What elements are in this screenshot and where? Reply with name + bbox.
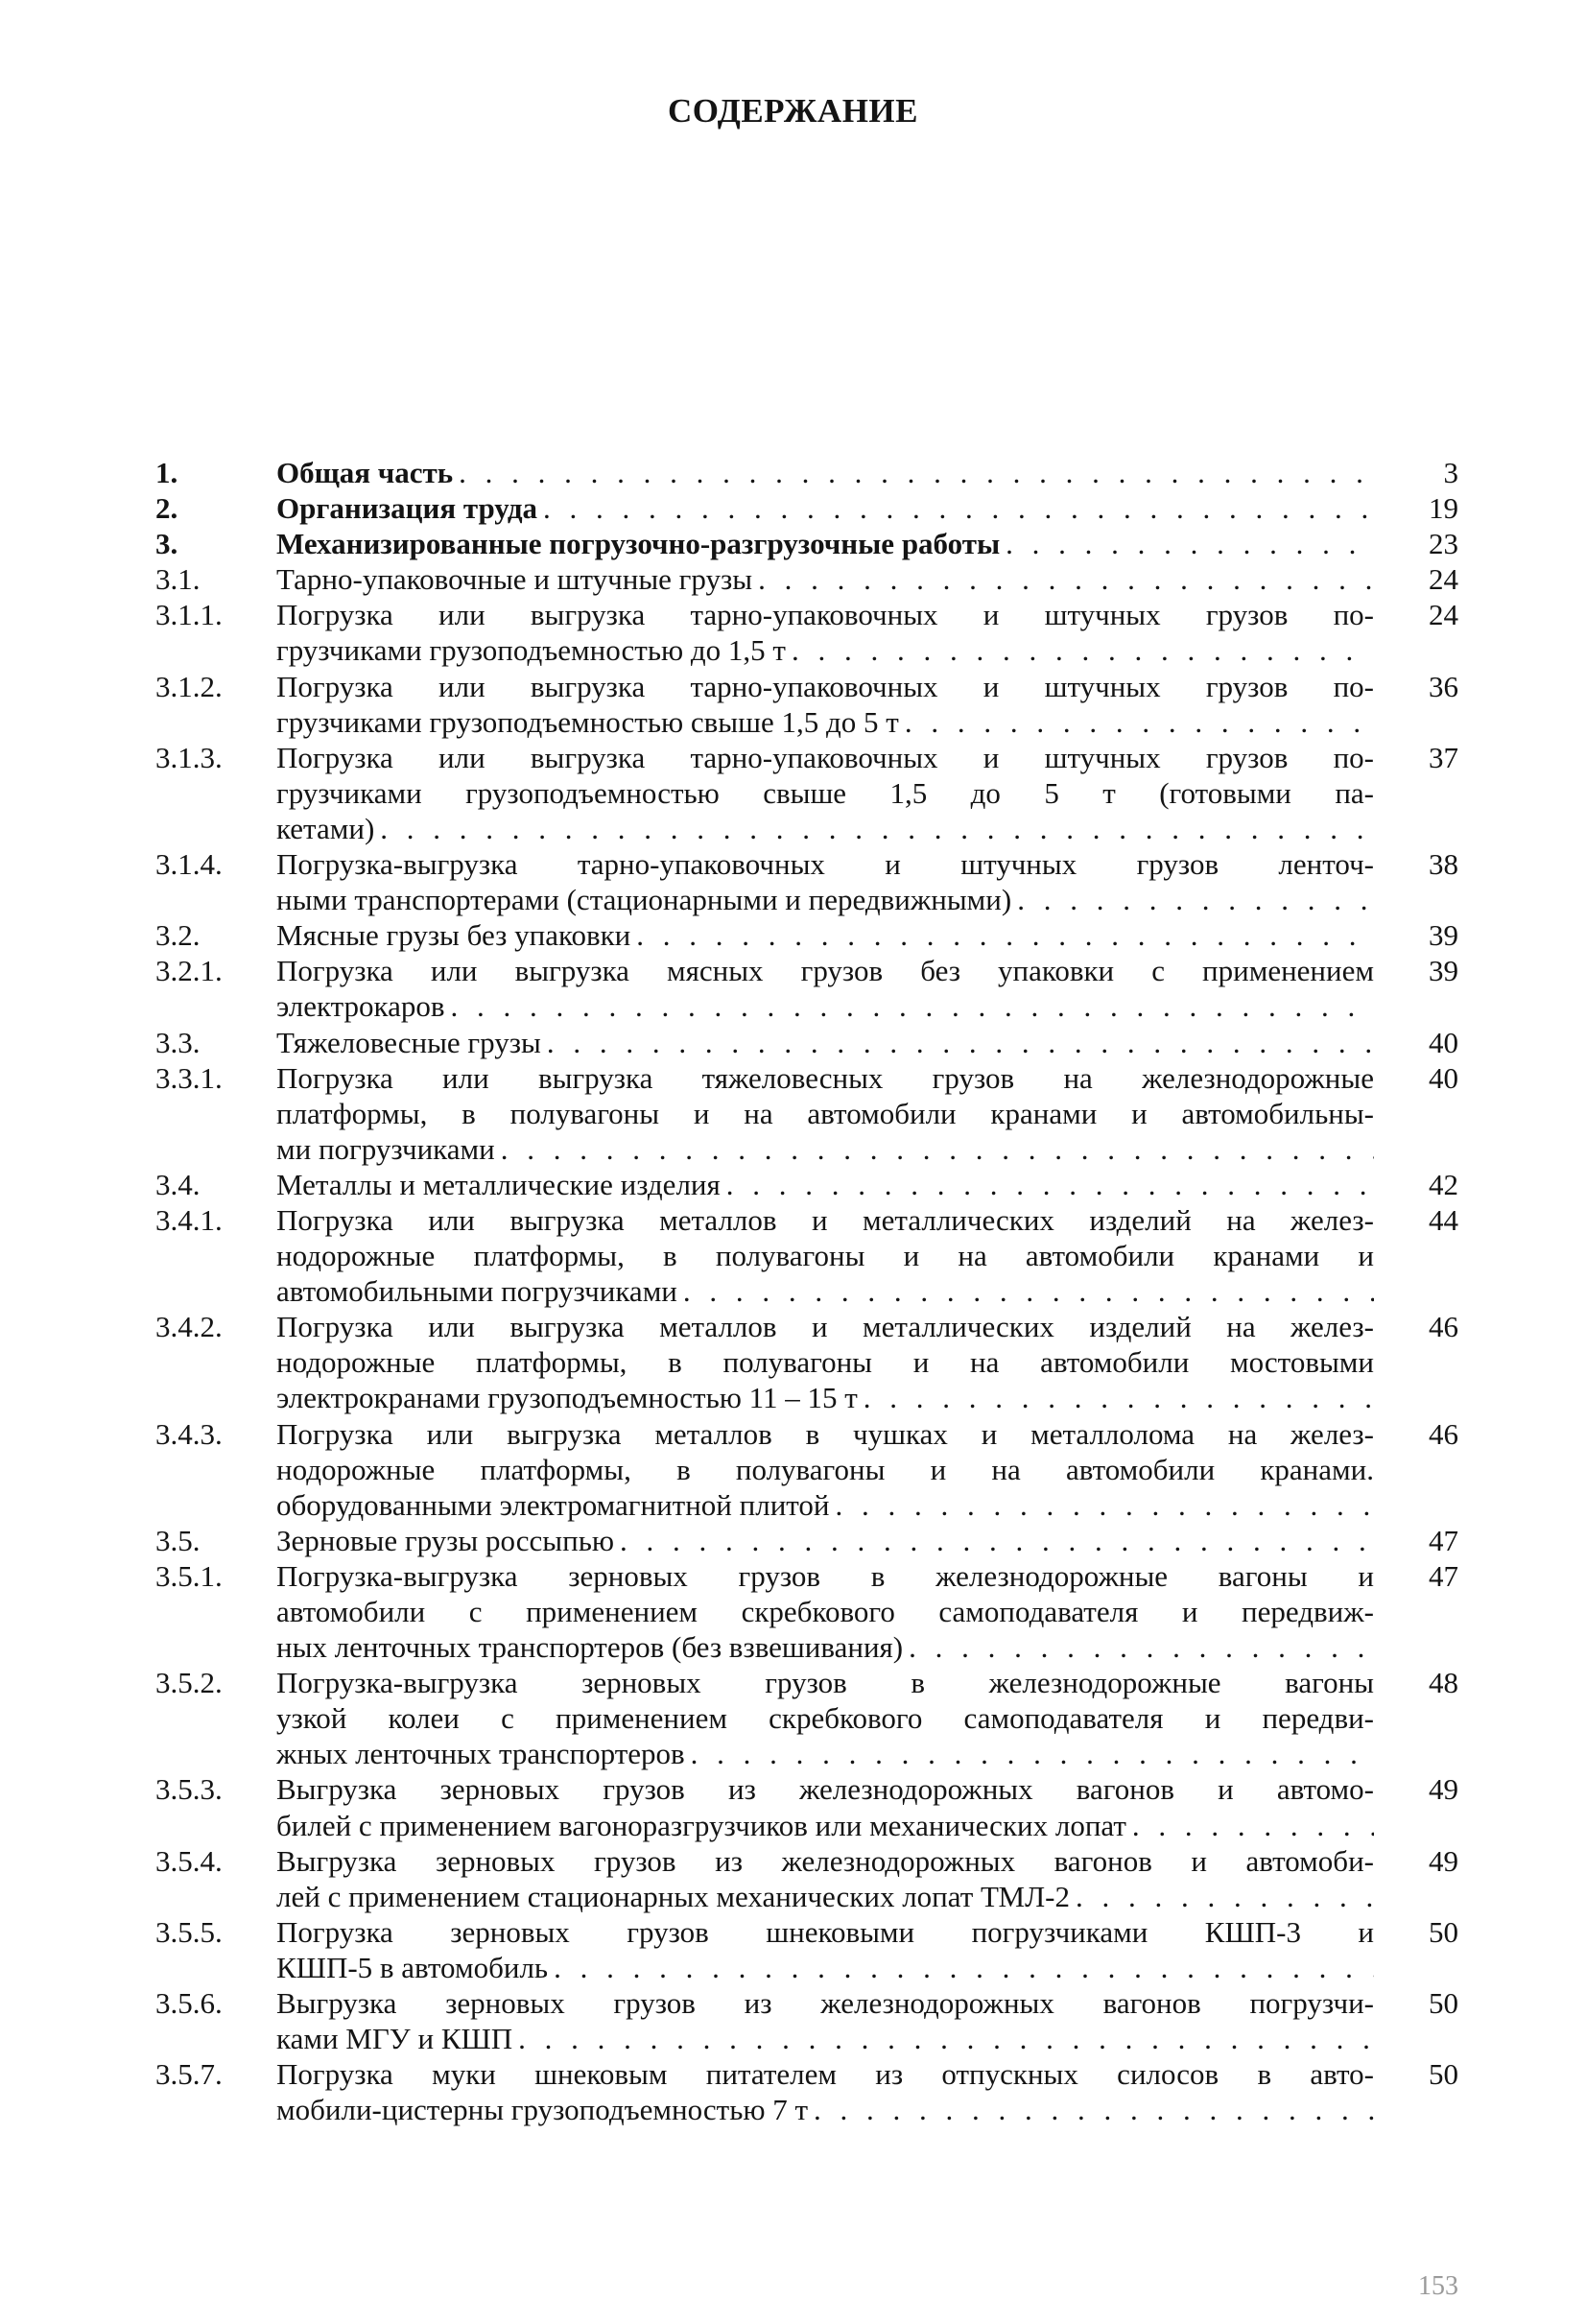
toc-entry-text xyxy=(276,1416,1374,1523)
toc-entry-line: ми погрузчиками xyxy=(276,1131,495,1166)
dot-leader xyxy=(1076,1879,1374,1914)
toc-entry-line: Погрузка-выгрузка тарно-упаковочных и штучных грузов ленточ- xyxy=(276,847,1374,882)
toc-entry xyxy=(155,490,1458,526)
dot-leader xyxy=(909,1629,1374,1665)
toc-entry xyxy=(155,917,1458,953)
toc-entry-number: 3.3.1. xyxy=(155,1060,223,1095)
toc-entry-page: 36 xyxy=(1429,669,1458,703)
toc-entry-text xyxy=(276,740,1374,846)
toc-entry-line: автомобили с применением скребкового самоподавателя и передвиж- xyxy=(276,1595,1374,1628)
toc-entry-line: кетами) xyxy=(276,811,375,845)
toc-entry xyxy=(155,740,1458,846)
toc-entry-line: ками МГУ и КШП xyxy=(276,2022,513,2056)
toc-entry-page: 44 xyxy=(1429,1202,1458,1237)
toc-entry-line: Погрузка или выгрузка металлов и металлических изделий на желез- xyxy=(276,1202,1374,1237)
toc-entry-line: Погрузка зерновых грузов шнековыми погрузчиками КШП-3 и xyxy=(276,1914,1374,1949)
toc-entry xyxy=(155,597,1458,668)
toc-entry-text xyxy=(276,490,1374,526)
table-of-contents xyxy=(155,455,1458,2127)
toc-entry-page: 47 xyxy=(1429,1523,1458,1557)
toc-entry-text xyxy=(276,561,1374,597)
toc-entry-line: ными транспортерами (стационарными и передвижными) xyxy=(276,883,1012,917)
dot-leader xyxy=(683,1273,1374,1309)
toc-entry-line: Погрузка-выгрузка зерновых грузов в железнодорожные вагоны и xyxy=(276,1558,1374,1593)
toc-entry-line: платформы, в полувагоны и на автомобили кранами и автомобильны- xyxy=(276,1096,1374,1130)
toc-entry-page: 50 xyxy=(1429,2057,1458,2092)
toc-entry-line: ных ленточных транспортеров (без взвешивания) xyxy=(276,1630,904,1665)
toc-entry-number: 1. xyxy=(155,456,178,489)
toc-entry-line: Организация труда xyxy=(276,491,538,526)
toc-entry xyxy=(155,1665,1458,1771)
toc-entry xyxy=(155,1914,1458,1985)
page-title: СОДЕРЖАНИЕ xyxy=(667,92,918,130)
toc-entry-page: 39 xyxy=(1429,954,1458,988)
toc-entry xyxy=(155,1843,1458,1914)
toc-entry-text xyxy=(276,1523,1374,1558)
toc-entry-line: Выгрузка зерновых грузов из железнодорожных вагонов и автомо- xyxy=(276,1772,1374,1807)
dot-leader xyxy=(636,917,1374,953)
toc-entry-number: 3.5.6. xyxy=(155,1986,223,2021)
toc-entry-line: Тарно-упаковочные и штучные грузы xyxy=(276,562,753,597)
toc-entry-line: Механизированные погрузочно-разгрузочные работы xyxy=(276,527,1001,561)
toc-entry-page: 42 xyxy=(1429,1167,1458,1201)
toc-entry-page: 40 xyxy=(1429,1060,1458,1095)
dot-leader xyxy=(518,2021,1374,2056)
toc-entry xyxy=(155,1416,1458,1523)
toc-entry-text xyxy=(276,1843,1374,1914)
toc-entry-line: Металлы и металлические изделия xyxy=(276,1167,721,1201)
toc-entry xyxy=(155,1060,1458,1167)
toc-entry-line: грузчиками грузоподъемностью свыше 1,5 до 5 т xyxy=(276,704,899,739)
toc-entry-line: Погрузка или выгрузка тарно-упаковочных и штучных грузов по- xyxy=(276,669,1374,703)
toc-entry-text xyxy=(276,1914,1374,1985)
dot-leader xyxy=(691,1736,1374,1771)
toc-entry-page: 47 xyxy=(1429,1558,1458,1593)
dot-leader xyxy=(620,1523,1374,1558)
toc-entry xyxy=(155,669,1458,740)
toc-entry-line: Погрузка или выгрузка тяжеловесных грузов на железнодорожные xyxy=(276,1060,1374,1095)
toc-entry xyxy=(155,846,1458,917)
toc-entry xyxy=(155,1523,1458,1558)
toc-entry-line: нодорожные платформы, в полувагоны и на автомобили кранами. xyxy=(276,1452,1374,1486)
toc-entry xyxy=(155,561,1458,597)
toc-entry-text xyxy=(276,1771,1374,1842)
dot-leader xyxy=(864,1380,1374,1415)
dot-leader xyxy=(554,1950,1374,1985)
toc-entry-number: 3.3. xyxy=(155,1025,201,1059)
dot-leader xyxy=(547,1025,1374,1060)
dot-leader xyxy=(459,455,1374,490)
toc-entry-page: 50 xyxy=(1429,1914,1458,1949)
toc-entry-number: 3.5.4. xyxy=(155,1843,223,1878)
dot-leader xyxy=(814,2092,1374,2127)
dot-leader xyxy=(380,811,1374,846)
toc-entry-line: лей с применением стационарных механических лопат ТМЛ-2 xyxy=(276,1879,1070,1913)
toc-entry-number: 3.1.4. xyxy=(155,847,223,882)
toc-entry-text xyxy=(276,1167,1374,1202)
dot-leader xyxy=(543,490,1374,526)
dot-leader xyxy=(1132,1808,1374,1843)
dot-leader xyxy=(758,561,1374,597)
toc-entry-text xyxy=(276,1558,1374,1665)
toc-entry-page: 3 xyxy=(1443,456,1458,489)
toc-entry-number: 3.4.3. xyxy=(155,1416,223,1451)
toc-entry-page: 37 xyxy=(1429,740,1458,774)
toc-entry-line: Погрузка-выгрузка зерновых грузов в железнодорожные вагоны xyxy=(276,1666,1374,1700)
toc-entry-number: 3.5.2. xyxy=(155,1666,223,1700)
toc-entry-line: Погрузка или выгрузка тарно-упаковочных и штучных грузов по- xyxy=(276,740,1374,774)
toc-entry-text xyxy=(276,669,1374,740)
toc-entry-line: Выгрузка зерновых грузов из железнодорожных вагонов и автомоби- xyxy=(276,1843,1374,1878)
toc-entry-line: нодорожные платформы, в полувагоны и на автомобили кранами и xyxy=(276,1239,1374,1273)
toc-entry-number: 3.2.1. xyxy=(155,954,223,988)
toc-entry xyxy=(155,526,1458,561)
toc-entry-number: 3.4.2. xyxy=(155,1310,223,1344)
toc-entry xyxy=(155,455,1458,490)
toc-entry xyxy=(155,1309,1458,1415)
toc-entry-number: 3.5.5. xyxy=(155,1914,223,1949)
toc-entry-number: 3.2. xyxy=(155,918,201,953)
toc-entry-page: 19 xyxy=(1429,491,1458,526)
toc-entry-line: Зерновые грузы россыпью xyxy=(276,1523,614,1557)
toc-entry-text xyxy=(276,917,1374,953)
toc-entry-line: грузчиками грузоподъемностью свыше 1,5 до 5 т (готовыми па- xyxy=(276,775,1374,810)
toc-entry xyxy=(155,1771,1458,1842)
toc-entry-number: 3.5.7. xyxy=(155,2057,223,2092)
toc-entry-page: 24 xyxy=(1429,598,1458,632)
toc-entry xyxy=(155,1985,1458,2056)
dot-leader xyxy=(501,1131,1374,1167)
toc-entry-page: 50 xyxy=(1429,1986,1458,2021)
toc-entry-text xyxy=(276,953,1374,1024)
toc-entry-page: 49 xyxy=(1429,1843,1458,1878)
page-number: 153 xyxy=(1418,2271,1458,2301)
toc-entry-text xyxy=(276,2056,1374,2127)
toc-entry-line: мобили-цистерны грузоподъемностью 7 т xyxy=(276,2093,809,2127)
toc-entry-line: узкой колеи с применением скребкового самоподавателя и передви- xyxy=(276,1701,1374,1736)
toc-entry-number: 3.1. xyxy=(155,562,201,597)
toc-entry-line: Погрузка муки шнековым питателем из отпускных силосов в авто- xyxy=(276,2057,1374,2092)
toc-entry xyxy=(155,2056,1458,2127)
toc-entry-line: Погрузка или выгрузка металлов и металлических изделий на желез- xyxy=(276,1310,1374,1344)
toc-entry-number: 3.5. xyxy=(155,1523,201,1557)
toc-entry-page: 23 xyxy=(1429,527,1458,561)
toc-entry-page: 24 xyxy=(1429,562,1458,597)
toc-entry-page: 39 xyxy=(1429,918,1458,953)
toc-entry xyxy=(155,1202,1458,1309)
toc-entry-line: электрокранами грузоподъемностью 11 – 15 т xyxy=(276,1381,858,1415)
dot-leader xyxy=(726,1167,1374,1202)
toc-entry-number: 3.4.1. xyxy=(155,1202,223,1237)
toc-entry-line: автомобильными погрузчиками xyxy=(276,1274,677,1309)
toc-entry-line: Мясные грузы без упаковки xyxy=(276,918,631,953)
toc-entry-line: электрокаров xyxy=(276,989,445,1024)
toc-entry-page: 46 xyxy=(1429,1416,1458,1451)
toc-entry-text xyxy=(276,597,1374,668)
toc-entry-text xyxy=(276,455,1374,490)
toc-entry-text xyxy=(276,1025,1374,1060)
toc-entry-number: 2. xyxy=(155,491,178,526)
toc-entry-line: КШП-5 в автомобиль xyxy=(276,1950,549,1984)
toc-entry-number: 3.1.1. xyxy=(155,598,223,632)
toc-entry-page: 48 xyxy=(1429,1666,1458,1700)
dot-leader xyxy=(1006,526,1374,561)
toc-entry-page: 49 xyxy=(1429,1772,1458,1807)
toc-entry-number: 3.1.3. xyxy=(155,740,223,774)
toc-entry-number: 3.1.2. xyxy=(155,669,223,703)
toc-entry xyxy=(155,953,1458,1024)
toc-entry-text xyxy=(276,1985,1374,2056)
toc-entry-line: Погрузка или выгрузка тарно-упаковочных и штучных грузов по- xyxy=(276,598,1374,632)
toc-entry-number: 3. xyxy=(155,527,178,561)
toc-entry xyxy=(155,1558,1458,1665)
toc-entry-page: 38 xyxy=(1429,847,1458,882)
toc-entry-number: 3.5.1. xyxy=(155,1558,223,1593)
toc-entry-line: Погрузка или выгрузка мясных грузов без упаковки с применением xyxy=(276,954,1374,988)
toc-entry-number: 3.5.3. xyxy=(155,1772,223,1807)
toc-entry-line: нодорожные платформы, в полувагоны и на автомобили мостовыми xyxy=(276,1345,1374,1380)
toc-entry-line: Погрузка или выгрузка металлов в чушках и металлолома на желез- xyxy=(276,1416,1374,1451)
toc-entry-line: Тяжеловесные грузы xyxy=(276,1025,541,1059)
toc-entry-text xyxy=(276,1309,1374,1415)
toc-entry-text xyxy=(276,1060,1374,1167)
toc-entry-text xyxy=(276,846,1374,917)
toc-entry-line: оборудованными электромагнитной плитой xyxy=(276,1487,830,1522)
toc-entry-text xyxy=(276,1665,1374,1771)
toc-entry-page: 46 xyxy=(1429,1310,1458,1344)
dot-leader xyxy=(905,704,1374,740)
toc-entry-line: грузчиками грузоподъемностью до 1,5 т xyxy=(276,633,786,668)
toc-entry-line: жных ленточных транспортеров xyxy=(276,1737,685,1771)
toc-entry-text xyxy=(276,526,1374,561)
dot-leader xyxy=(792,632,1374,668)
toc-entry-page: 40 xyxy=(1429,1025,1458,1059)
dot-leader xyxy=(836,1487,1374,1523)
toc-entry-line: билей с применением вагоноразгрузчиков или механических лопат xyxy=(276,1808,1126,1842)
toc-entry xyxy=(155,1025,1458,1060)
toc-entry-line: Выгрузка зерновых грузов из железнодорожных вагонов погрузчи- xyxy=(276,1986,1374,2021)
dot-leader xyxy=(451,988,1374,1024)
toc-entry-text xyxy=(276,1202,1374,1309)
toc-entry xyxy=(155,1167,1458,1202)
toc-entry-line: Общая часть xyxy=(276,456,454,489)
dot-leader xyxy=(1017,882,1374,917)
toc-entry-number: 3.4. xyxy=(155,1167,201,1201)
